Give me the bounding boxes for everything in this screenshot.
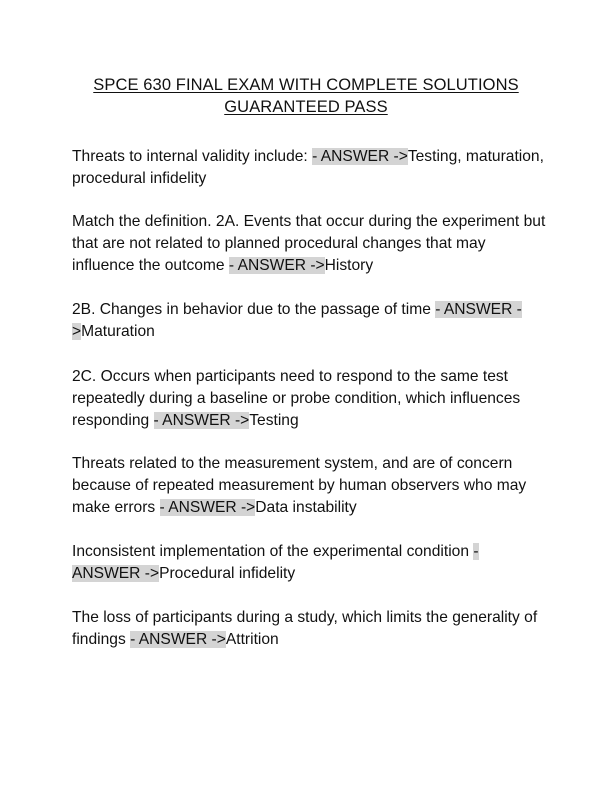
answer-text: History — [324, 257, 374, 274]
qa-item-4 — [72, 366, 550, 432]
question-text: Match the definition. 2A. Events that occur during the experiment but that are not related to planned procedural changes that may influence the outcome — [72, 213, 546, 274]
answer-text: Testing — [249, 412, 299, 429]
qa-item-6 — [72, 541, 550, 585]
answer-text: Maturation — [81, 323, 155, 340]
answer-marker: - ANSWER -> — [228, 257, 325, 274]
answer-marker: - ANSWER -> — [72, 301, 522, 340]
title-line-1: SPCE 630 FINAL EXAM WITH COMPLETE SOLUTIONS — [93, 76, 519, 94]
question-text: The loss of participants during a study, which limits the generality of findings — [72, 609, 538, 648]
question-text: Threats to internal validity include: — [72, 148, 313, 165]
qa-item-2 — [72, 211, 550, 277]
qa-item-5 — [72, 453, 550, 519]
answer-marker: - ANSWER -> — [130, 631, 226, 648]
answer-text: Data instability — [255, 499, 357, 516]
qa-item-1 — [72, 146, 550, 190]
question-text: 2C. Occurs when participants need to respond to the same test repeatedly during a baseline or probe condition, which influences responding — [72, 368, 521, 429]
qa-item-7 — [72, 607, 550, 651]
question-text: Threats related to the measurement system, and are of concern because of repeated measurement by human observers who may make errors — [72, 455, 527, 516]
answer-marker: - ANSWER -> — [312, 148, 408, 165]
qa-item-3 — [72, 299, 550, 343]
question-text: Inconsistent implementation of the experimental condition — [72, 543, 474, 560]
answer-marker: - ANSWER -> — [72, 543, 479, 582]
answer-text: Attrition — [225, 631, 279, 648]
answer-marker: - ANSWER -> — [159, 499, 256, 516]
question-text: 2B. Changes in behavior due to the passage of time — [72, 301, 436, 318]
answer-text: Procedural infidelity — [159, 565, 296, 582]
answer-text: Testing, maturation, procedural infidelity — [72, 148, 544, 187]
title-line-2: GUARANTEED PASS — [224, 98, 388, 116]
document-title — [0, 74, 612, 118]
answer-marker: - ANSWER -> — [153, 412, 250, 429]
